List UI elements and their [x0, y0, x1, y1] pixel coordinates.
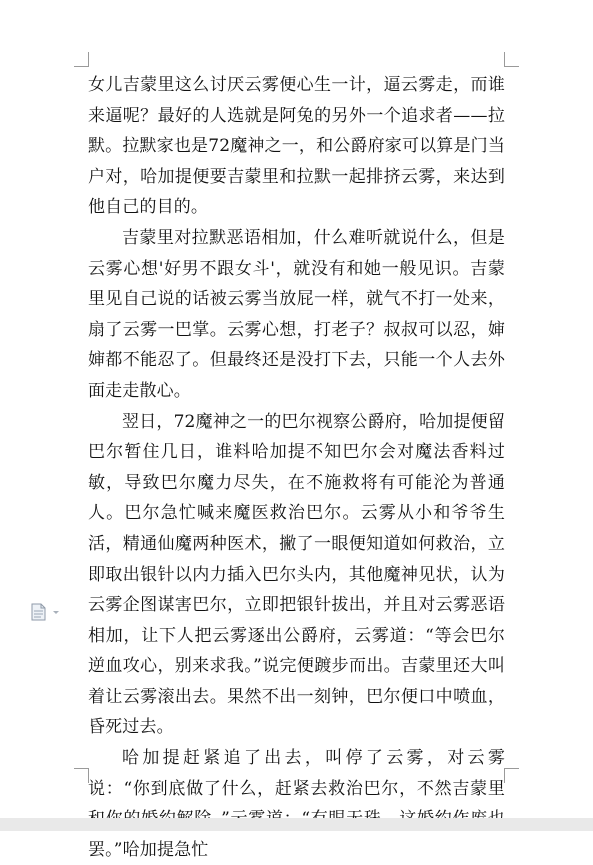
- paragraph-2: 吉蒙里对拉默恶语相加，什么难听就说什么，但是云雾心想'好男不跟女斗'，就没有和她一般见识。吉蒙里见自己说的话被云雾当放屁一样，就气不打一处来，扇了云雾一巴掌。云雾心想，打老子？叔叔可以忍，婶婶都不能忍了。但最终还是没打下去，只能一个人去外面走走散心。: [88, 227, 505, 401]
- paragraph-1: 女儿吉蒙里这么讨厌云雾便心生一计，逼云雾走，而谁来逼呢？最好的人选就是阿兔的另外一个追求者——拉默。拉默家也是72魔神之一，和公爵府家可以算是门当户对，哈加提便要吉蒙里和拉默一起排挤云雾，来达到他自己的目的。: [88, 75, 505, 218]
- document-body[interactable]: [88, 70, 505, 865]
- paragraph-4: 哈加提赶紧追了出去，叫停了云雾，对云雾说：“你到底做了什么，赶紧去救治巴尔，不然吉蒙里 罢。”哈加提急忙: [88, 748, 505, 860]
- crop-mark-bottom-right: [504, 768, 519, 783]
- crop-mark-bottom-left: [74, 768, 89, 783]
- document-icon[interactable]: [30, 603, 66, 621]
- window-bottom-edge: [0, 818, 593, 831]
- document-icon-svg: [30, 603, 66, 621]
- crop-mark-top-left: [74, 52, 89, 67]
- chevron-down-icon: [53, 611, 59, 614]
- paragraph-3: 翌日，72魔神之一的巴尔视察公爵府，哈加提便留巴尔暂住几日，谁料哈加提不知巴尔会对魔法香料过敏，导致巴尔魔力尽失，在不施救将有可能沦为普通人。巴尔急忙喊来魔医救治巴尔。云雾从小和爷爷生活，精通仙魔两种医术，撇了一眼便知道如何救治，立即取出银针以内力插入巴尔头内，其他魔神见状，认为云雾企图谋害巴尔，立即把银针拔出，并且对云雾恶语相加，让下人把云雾逐出公爵府，云雾道：“等会巴尔逆血攻心，别来求我。”说完便踱步而出。吉蒙里还大叫着让云雾滚出去。果然不出一刻钟，巴尔便口中喷血，昏死过去。: [88, 411, 505, 738]
- crop-mark-top-right: [504, 52, 519, 67]
